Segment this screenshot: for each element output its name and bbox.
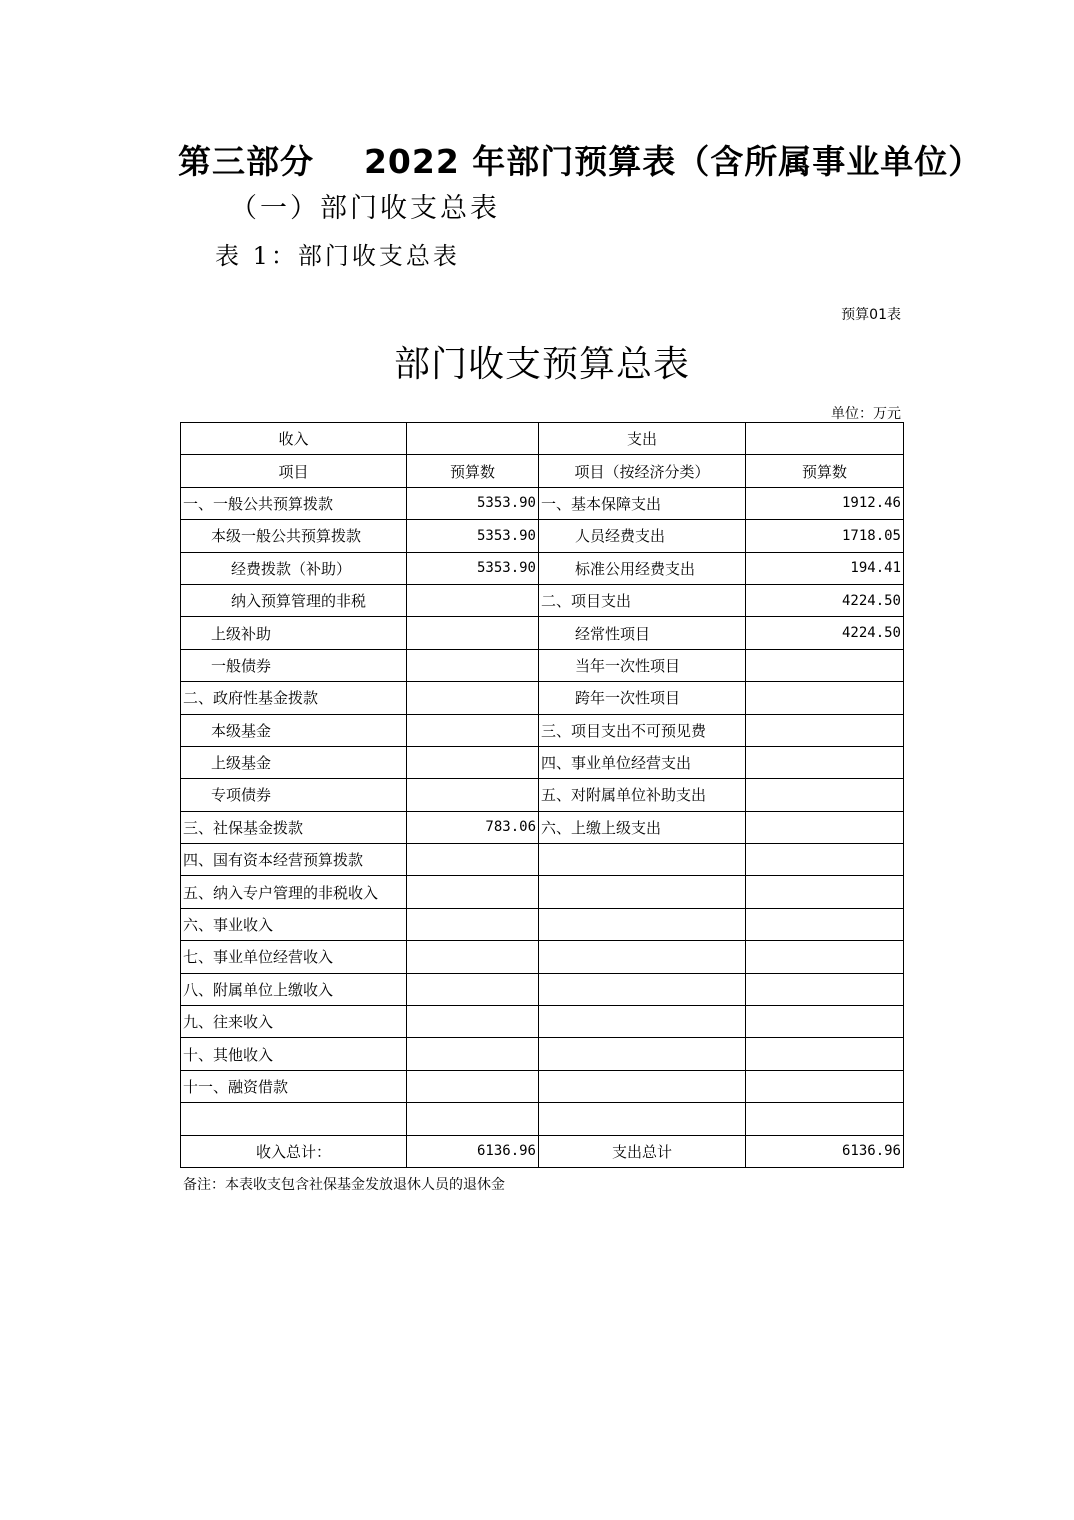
table-row <box>181 876 904 908</box>
income-amount <box>407 908 539 940</box>
expense-total-value: 6136.96 <box>746 1135 904 1167</box>
expense-amount <box>746 649 904 681</box>
income-amount <box>407 1006 539 1038</box>
income-amount <box>407 876 539 908</box>
expense-amount <box>746 1070 904 1102</box>
income-amount <box>407 682 539 714</box>
table-note: 备注：本表收支包含社保基金发放退休人员的退休金 <box>183 1177 505 1193</box>
expense-item: 四、事业单位经营支出 <box>539 746 746 778</box>
income-item: 四、国有资本经营预算拨款 <box>181 844 407 876</box>
expense-item: 一、基本保障支出 <box>539 487 746 519</box>
income-item: 三、社保基金拨款 <box>181 811 407 843</box>
expense-amount <box>746 1038 904 1070</box>
income-item: 上级补助 <box>181 617 407 649</box>
expense-amount: 4224.50 <box>746 584 904 616</box>
expense-amount: 194.41 <box>746 552 904 584</box>
income-amount: 5353.90 <box>407 487 539 519</box>
income-item-header: 项目 <box>181 455 407 487</box>
income-amount <box>407 1038 539 1070</box>
table-row <box>181 779 904 811</box>
expense-amount <box>746 779 904 811</box>
expense-item: 标准公用经费支出 <box>539 552 746 584</box>
expense-item: 跨年一次性项目 <box>539 682 746 714</box>
expense-amount <box>746 746 904 778</box>
expense-total-label: 支出总计 <box>539 1135 746 1167</box>
income-item: 本级一般公共预算拨款 <box>181 520 407 552</box>
expense-item: 二、项目支出 <box>539 584 746 616</box>
expense-amount <box>746 714 904 746</box>
expense-amount <box>746 844 904 876</box>
income-group-header: 收入 <box>181 423 407 455</box>
expense-item <box>539 941 746 973</box>
budget-table <box>180 422 904 1168</box>
part-title: 第三部分 2022 年部门预算表（含所属事业单位） <box>178 142 983 181</box>
income-item: 六、事业收入 <box>181 908 407 940</box>
expense-item <box>539 973 746 1005</box>
income-item: 五、纳入专户管理的非税收入 <box>181 876 407 908</box>
expense-amount <box>746 941 904 973</box>
income-amount <box>407 584 539 616</box>
expense-item <box>539 908 746 940</box>
table-row <box>181 520 904 552</box>
income-item <box>181 1103 407 1135</box>
expense-amount <box>746 973 904 1005</box>
income-total-value: 6136.96 <box>407 1135 539 1167</box>
expense-item <box>539 1070 746 1102</box>
income-item: 十、其他收入 <box>181 1038 407 1070</box>
expense-item-header: 项目（按经济分类） <box>539 455 746 487</box>
table-caption: 表 1：部门收支总表 <box>215 242 460 270</box>
income-amount: 5353.90 <box>407 520 539 552</box>
income-item: 九、往来收入 <box>181 1006 407 1038</box>
table-row <box>181 487 904 519</box>
table-row <box>181 908 904 940</box>
expense-item: 三、项目支出不可预见费 <box>539 714 746 746</box>
table-row <box>181 746 904 778</box>
expense-amount <box>746 908 904 940</box>
income-amount <box>407 746 539 778</box>
expense-item: 当年一次性项目 <box>539 649 746 681</box>
table-row <box>181 584 904 616</box>
income-amount <box>407 617 539 649</box>
table-row <box>181 973 904 1005</box>
unit-label: 单位：万元 <box>831 406 901 422</box>
expense-item: 经常性项目 <box>539 617 746 649</box>
income-amount <box>407 779 539 811</box>
main-title: 部门收支预算总表 <box>393 344 690 385</box>
income-amount: 783.06 <box>407 811 539 843</box>
expense-group-header: 支出 <box>539 423 746 455</box>
income-item: 一、一般公共预算拨款 <box>181 487 407 519</box>
expense-item <box>539 876 746 908</box>
income-item: 专项债券 <box>181 779 407 811</box>
income-amount <box>407 1070 539 1102</box>
table-row <box>181 714 904 746</box>
income-item: 十一、融资借款 <box>181 1070 407 1102</box>
table-row <box>181 1103 904 1135</box>
totals-row <box>181 1135 904 1167</box>
expense-amount-header: 预算数 <box>746 455 904 487</box>
expense-item <box>539 1103 746 1135</box>
expense-item: 五、对附属单位补助支出 <box>539 779 746 811</box>
table-row <box>181 941 904 973</box>
income-amount <box>407 844 539 876</box>
income-amount <box>407 649 539 681</box>
expense-item <box>539 1006 746 1038</box>
income-item: 二、政府性基金拨款 <box>181 682 407 714</box>
group-header-row <box>181 423 904 455</box>
income-item: 本级基金 <box>181 714 407 746</box>
income-item: 上级基金 <box>181 746 407 778</box>
income-item: 一般债券 <box>181 649 407 681</box>
income-amount-header: 预算数 <box>407 455 539 487</box>
table-row <box>181 682 904 714</box>
table-row <box>181 811 904 843</box>
table-row <box>181 1006 904 1038</box>
table-row <box>181 844 904 876</box>
form-code: 预算01表 <box>841 307 901 323</box>
expense-amount: 1718.05 <box>746 520 904 552</box>
income-total-label: 收入总计： <box>181 1135 407 1167</box>
empty-cell <box>407 423 539 455</box>
section-title: （一）部门收支总表 <box>230 193 500 224</box>
table-row <box>181 1070 904 1102</box>
expense-amount <box>746 1006 904 1038</box>
expense-amount <box>746 1103 904 1135</box>
income-amount <box>407 1103 539 1135</box>
expense-item <box>539 1038 746 1070</box>
expense-item: 六、上缴上级支出 <box>539 811 746 843</box>
expense-amount <box>746 682 904 714</box>
empty-cell <box>746 423 904 455</box>
income-amount <box>407 941 539 973</box>
column-header-row <box>181 455 904 487</box>
income-item: 八、附属单位上缴收入 <box>181 973 407 1005</box>
expense-amount <box>746 876 904 908</box>
table-row <box>181 649 904 681</box>
income-amount <box>407 973 539 1005</box>
expense-amount: 4224.50 <box>746 617 904 649</box>
income-item: 纳入预算管理的非税 <box>181 584 407 616</box>
expense-item <box>539 844 746 876</box>
income-item: 经费拨款（补助） <box>181 552 407 584</box>
expense-amount <box>746 811 904 843</box>
table-row <box>181 552 904 584</box>
expense-amount: 1912.46 <box>746 487 904 519</box>
income-amount <box>407 714 539 746</box>
table-row <box>181 1038 904 1070</box>
expense-item: 人员经费支出 <box>539 520 746 552</box>
income-amount: 5353.90 <box>407 552 539 584</box>
table-row <box>181 617 904 649</box>
income-item: 七、事业单位经营收入 <box>181 941 407 973</box>
